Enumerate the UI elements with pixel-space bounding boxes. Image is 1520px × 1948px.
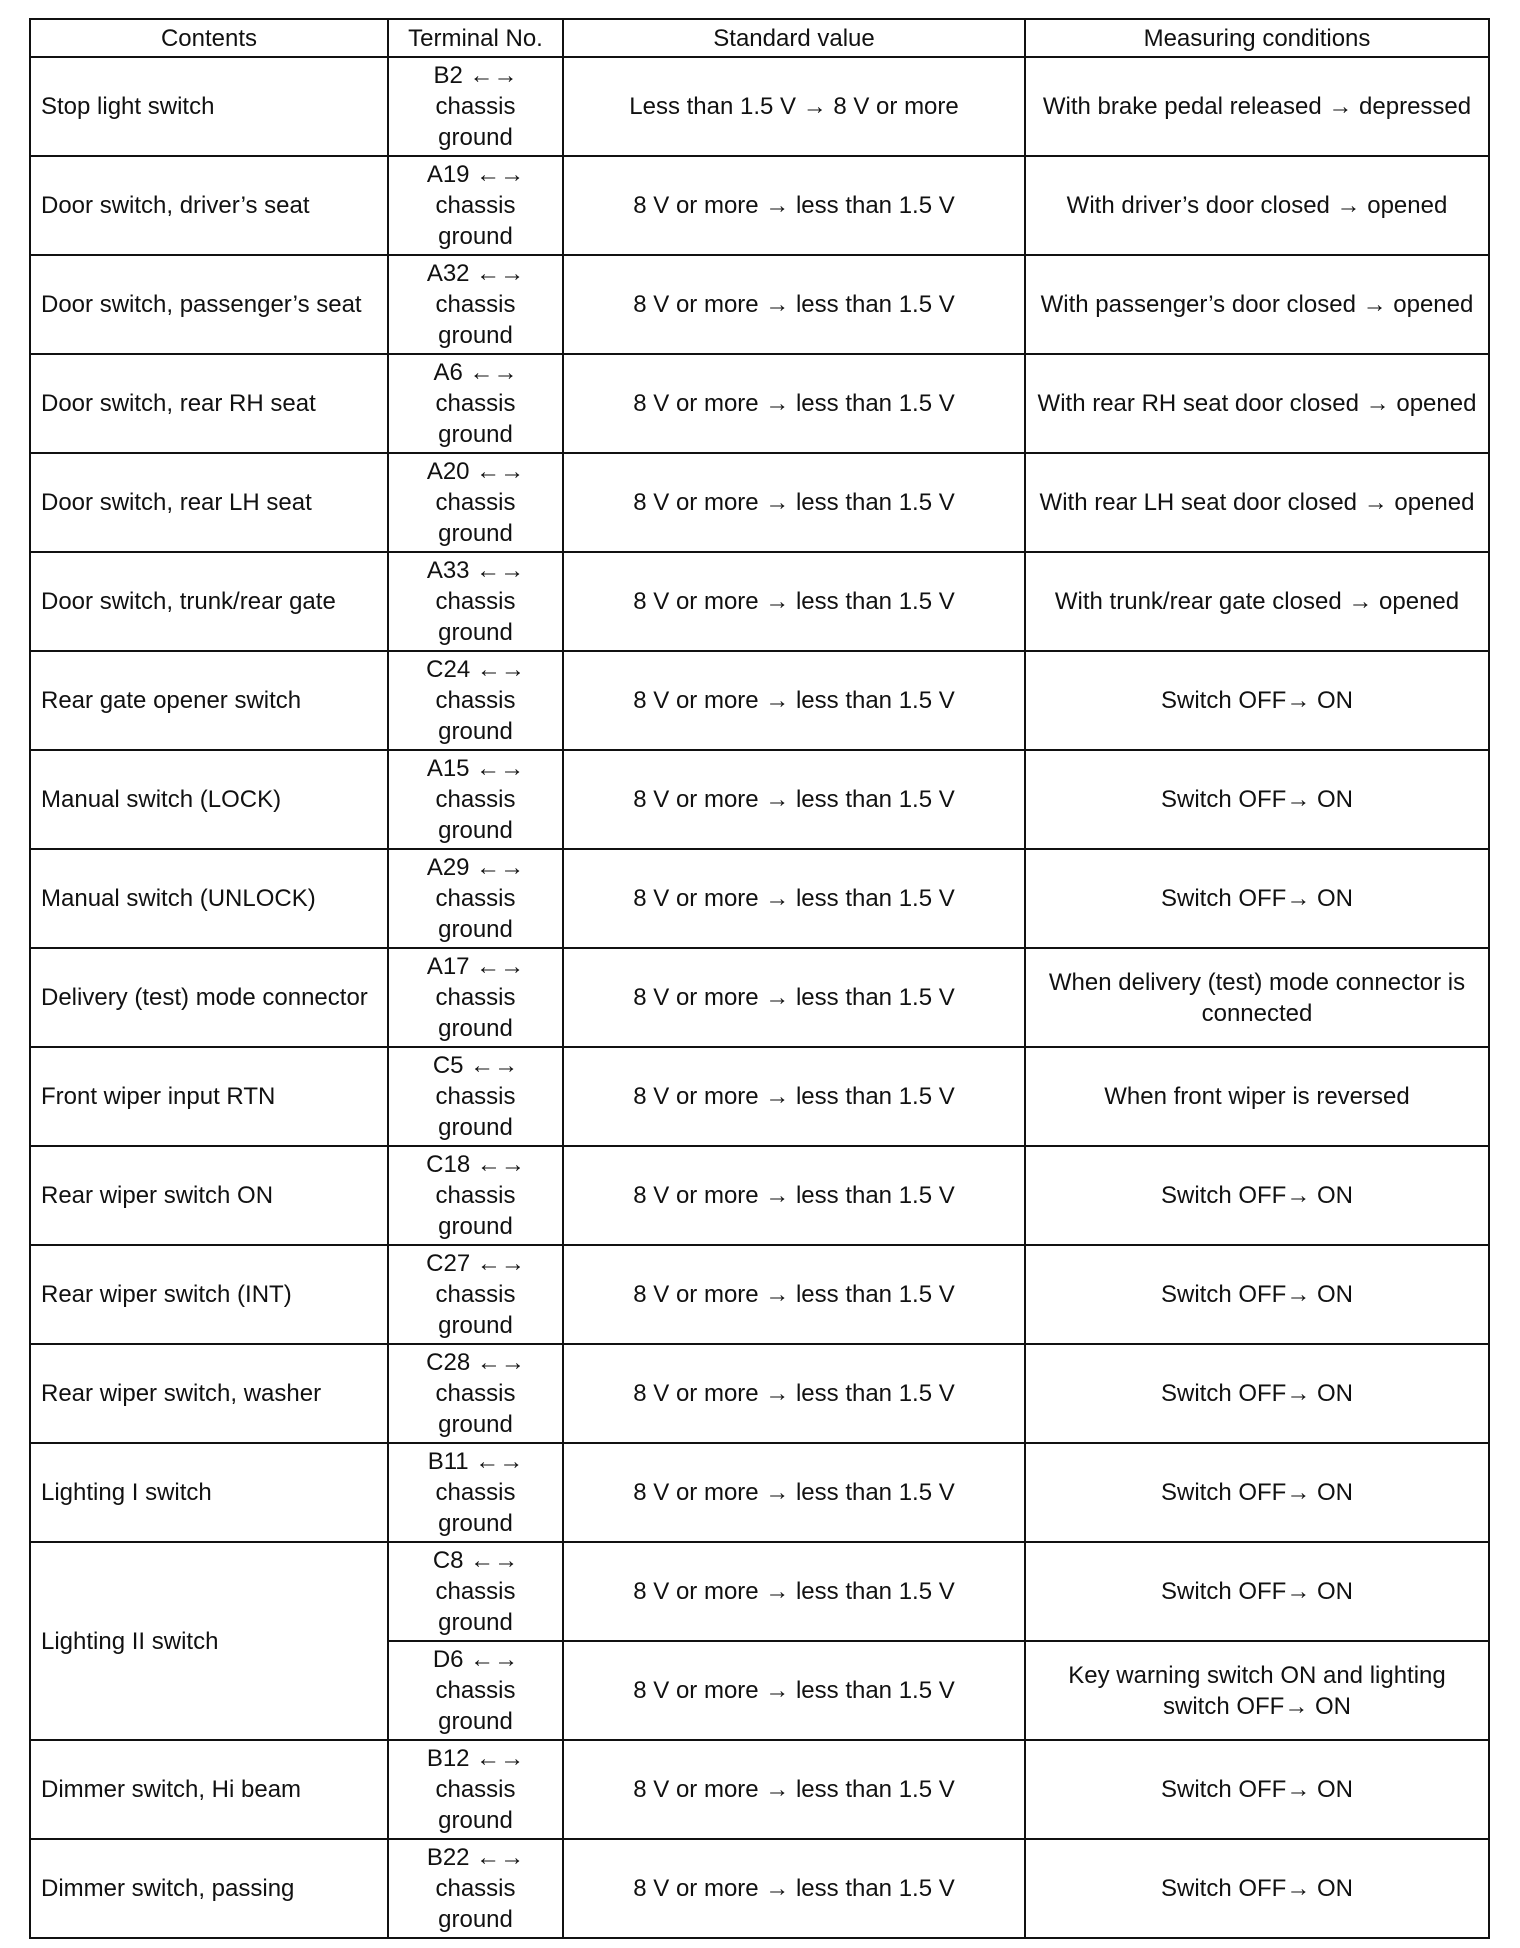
- cell-standard-value: 8 V or more → less than 1.5 V: [563, 1839, 1025, 1938]
- terminal-line: A6 ←→: [433, 359, 518, 386]
- cell-terminal: [388, 1740, 563, 1839]
- cell-measuring-condition: Switch OFF→ ON: [1025, 1443, 1489, 1542]
- terminal-line: chassis: [435, 1677, 516, 1704]
- cell-standard-value: 8 V or more → less than 1.5 V: [563, 1146, 1025, 1245]
- terminal-line: B11 ←→: [427, 1448, 524, 1475]
- cell-contents: Manual switch (LOCK): [30, 750, 388, 849]
- table-row: [30, 1146, 1489, 1245]
- table-header-row: [30, 19, 1489, 57]
- cell-terminal: [388, 1641, 563, 1740]
- table-row: [30, 1443, 1489, 1542]
- terminal-line: C5 ←→: [432, 1052, 519, 1079]
- cell-measuring-condition: With rear RH seat door closed → opened: [1025, 354, 1489, 453]
- terminal-line: chassis: [435, 885, 516, 912]
- terminal-line: ground: [438, 1015, 513, 1042]
- cell-contents: Lighting I switch: [30, 1443, 388, 1542]
- terminal-line: chassis: [435, 291, 516, 318]
- table-row: [30, 552, 1489, 651]
- cell-terminal: [388, 1047, 563, 1146]
- cell-contents: Rear wiper switch (INT): [30, 1245, 388, 1344]
- terminal-line: chassis: [435, 390, 516, 417]
- cell-terminal: [388, 552, 563, 651]
- cell-measuring-condition: Switch OFF→ ON: [1025, 750, 1489, 849]
- cell-terminal: [388, 750, 563, 849]
- cell-contents: Manual switch (UNLOCK): [30, 849, 388, 948]
- terminal-line: chassis: [435, 1083, 516, 1110]
- cell-measuring-condition: With brake pedal released → depressed: [1025, 57, 1489, 156]
- terminal-line: chassis: [435, 1875, 516, 1902]
- cell-measuring-condition: Switch OFF→ ON: [1025, 1146, 1489, 1245]
- cell-contents: Dimmer switch, passing: [30, 1839, 388, 1938]
- table-row: [30, 453, 1489, 552]
- terminal-line: ground: [438, 619, 513, 646]
- terminal-line: chassis: [435, 1479, 516, 1506]
- cell-terminal: [388, 156, 563, 255]
- terminal-line: C24 ←→: [426, 656, 525, 683]
- terminal-line: chassis: [435, 1578, 516, 1605]
- terminal-line: A32 ←→: [426, 260, 525, 287]
- table-row: [30, 1740, 1489, 1839]
- terminal-line: C8 ←→: [432, 1547, 519, 1574]
- terminal-line: chassis: [435, 687, 516, 714]
- terminal-line: A17 ←→: [426, 953, 525, 980]
- cell-standard-value: Less than 1.5 V → 8 V or more: [563, 57, 1025, 156]
- table-row: [30, 948, 1489, 1047]
- terminal-line: ground: [438, 322, 513, 349]
- table-row: [30, 849, 1489, 948]
- cell-standard-value: 8 V or more → less than 1.5 V: [563, 1344, 1025, 1443]
- table-row: [30, 156, 1489, 255]
- cell-terminal: [388, 651, 563, 750]
- terminal-line: ground: [438, 1411, 513, 1438]
- cell-contents: Rear wiper switch, washer: [30, 1344, 388, 1443]
- spec-table-wrapper: [29, 18, 1490, 1939]
- cell-standard-value: 8 V or more → less than 1.5 V: [563, 255, 1025, 354]
- cell-measuring-condition: When front wiper is reversed: [1025, 1047, 1489, 1146]
- terminal-line: ground: [438, 223, 513, 250]
- terminal-line: ground: [438, 124, 513, 151]
- table-row: [30, 1542, 1489, 1641]
- terminal-line: ground: [438, 916, 513, 943]
- cell-standard-value: 8 V or more → less than 1.5 V: [563, 453, 1025, 552]
- cell-measuring-condition: Switch OFF→ ON: [1025, 1839, 1489, 1938]
- terminal-line: chassis: [435, 588, 516, 615]
- cell-measuring-condition: When delivery (test) mode connector is connected: [1025, 948, 1489, 1047]
- cell-terminal: [388, 1245, 563, 1344]
- cell-standard-value: 8 V or more → less than 1.5 V: [563, 1542, 1025, 1641]
- terminal-line: chassis: [435, 192, 516, 219]
- cell-measuring-condition: Switch OFF→ ON: [1025, 1245, 1489, 1344]
- terminal-line: B22 ←→: [426, 1844, 525, 1871]
- terminal-line: chassis: [435, 984, 516, 1011]
- terminal-line: C28 ←→: [426, 1349, 525, 1376]
- terminal-line: A20 ←→: [426, 458, 525, 485]
- cell-contents: Front wiper input RTN: [30, 1047, 388, 1146]
- cell-contents: Lighting II switch: [30, 1542, 388, 1740]
- terminal-line: ground: [438, 1807, 513, 1834]
- cell-standard-value: 8 V or more → less than 1.5 V: [563, 1047, 1025, 1146]
- cell-contents: Stop light switch: [30, 57, 388, 156]
- table-row: [30, 1047, 1489, 1146]
- cell-measuring-condition: With passenger’s door closed → opened: [1025, 255, 1489, 354]
- terminal-line: ground: [438, 1114, 513, 1141]
- header-terminal: Terminal No.: [388, 19, 563, 57]
- cell-terminal: [388, 849, 563, 948]
- cell-contents: Door switch, passenger’s seat: [30, 255, 388, 354]
- terminal-line: D6 ←→: [432, 1646, 519, 1673]
- table-row: [30, 1839, 1489, 1938]
- terminal-line: chassis: [435, 93, 516, 120]
- cell-standard-value: 8 V or more → less than 1.5 V: [563, 1443, 1025, 1542]
- terminal-line: B2 ←→: [433, 62, 518, 89]
- terminal-spec-table: [29, 18, 1490, 1939]
- cell-standard-value: 8 V or more → less than 1.5 V: [563, 1245, 1025, 1344]
- header-measuring-conditions: Measuring conditions: [1025, 19, 1489, 57]
- cell-measuring-condition: Switch OFF→ ON: [1025, 1740, 1489, 1839]
- cell-contents: Door switch, rear RH seat: [30, 354, 388, 453]
- terminal-line: C27 ←→: [426, 1250, 525, 1277]
- terminal-line: A29 ←→: [426, 854, 525, 881]
- cell-terminal: [388, 57, 563, 156]
- cell-measuring-condition: Switch OFF→ ON: [1025, 651, 1489, 750]
- cell-contents: Rear wiper switch ON: [30, 1146, 388, 1245]
- cell-measuring-condition: With driver’s door closed → opened: [1025, 156, 1489, 255]
- cell-standard-value: 8 V or more → less than 1.5 V: [563, 651, 1025, 750]
- cell-terminal: [388, 1146, 563, 1245]
- cell-terminal: [388, 354, 563, 453]
- table-row: [30, 750, 1489, 849]
- terminal-line: ground: [438, 520, 513, 547]
- cell-terminal: [388, 255, 563, 354]
- terminal-line: ground: [438, 1708, 513, 1735]
- cell-contents: Delivery (test) mode connector: [30, 948, 388, 1047]
- cell-measuring-condition: Switch OFF→ ON: [1025, 849, 1489, 948]
- terminal-line: ground: [438, 1510, 513, 1537]
- terminal-line: ground: [438, 817, 513, 844]
- terminal-line: C18 ←→: [426, 1151, 525, 1178]
- cell-terminal: [388, 1542, 563, 1641]
- cell-contents: Rear gate opener switch: [30, 651, 388, 750]
- cell-contents: Door switch, rear LH seat: [30, 453, 388, 552]
- cell-standard-value: 8 V or more → less than 1.5 V: [563, 750, 1025, 849]
- table-row: [30, 255, 1489, 354]
- cell-contents: Door switch, trunk/rear gate: [30, 552, 388, 651]
- terminal-line: ground: [438, 1609, 513, 1636]
- cell-measuring-condition: With trunk/rear gate closed → opened: [1025, 552, 1489, 651]
- terminal-line: ground: [438, 1312, 513, 1339]
- cell-standard-value: 8 V or more → less than 1.5 V: [563, 948, 1025, 1047]
- cell-standard-value: 8 V or more → less than 1.5 V: [563, 552, 1025, 651]
- cell-terminal: [388, 1443, 563, 1542]
- terminal-line: chassis: [435, 1776, 516, 1803]
- table-body: [30, 57, 1489, 1938]
- terminal-line: chassis: [435, 1380, 516, 1407]
- cell-terminal: [388, 1839, 563, 1938]
- header-standard-value: Standard value: [563, 19, 1025, 57]
- terminal-line: chassis: [435, 489, 516, 516]
- table-row: [30, 651, 1489, 750]
- cell-terminal: [388, 948, 563, 1047]
- table-row: [30, 354, 1489, 453]
- header-contents: Contents: [30, 19, 388, 57]
- cell-standard-value: 8 V or more → less than 1.5 V: [563, 849, 1025, 948]
- terminal-line: chassis: [435, 1281, 516, 1308]
- terminal-line: A15 ←→: [426, 755, 525, 782]
- terminal-line: ground: [438, 1213, 513, 1240]
- terminal-line: A33 ←→: [426, 557, 525, 584]
- cell-terminal: [388, 453, 563, 552]
- terminal-line: ground: [438, 421, 513, 448]
- table-row: [30, 1245, 1489, 1344]
- terminal-line: B12 ←→: [426, 1745, 525, 1772]
- cell-measuring-condition: With rear LH seat door closed → opened: [1025, 453, 1489, 552]
- cell-standard-value: 8 V or more → less than 1.5 V: [563, 1641, 1025, 1740]
- cell-measuring-condition: Switch OFF→ ON: [1025, 1542, 1489, 1641]
- cell-standard-value: 8 V or more → less than 1.5 V: [563, 354, 1025, 453]
- cell-terminal: [388, 1344, 563, 1443]
- cell-contents: Door switch, driver’s seat: [30, 156, 388, 255]
- terminal-line: A19 ←→: [426, 161, 525, 188]
- terminal-line: ground: [438, 718, 513, 745]
- terminal-line: chassis: [435, 786, 516, 813]
- terminal-line: ground: [438, 1906, 513, 1933]
- table-row: [30, 1344, 1489, 1443]
- terminal-line: chassis: [435, 1182, 516, 1209]
- cell-contents: Dimmer switch, Hi beam: [30, 1740, 388, 1839]
- cell-standard-value: 8 V or more → less than 1.5 V: [563, 1740, 1025, 1839]
- cell-measuring-condition: Key warning switch ON and lighting switch OFF→ ON: [1025, 1641, 1489, 1740]
- table-row: [30, 57, 1489, 156]
- cell-measuring-condition: Switch OFF→ ON: [1025, 1344, 1489, 1443]
- cell-standard-value: 8 V or more → less than 1.5 V: [563, 156, 1025, 255]
